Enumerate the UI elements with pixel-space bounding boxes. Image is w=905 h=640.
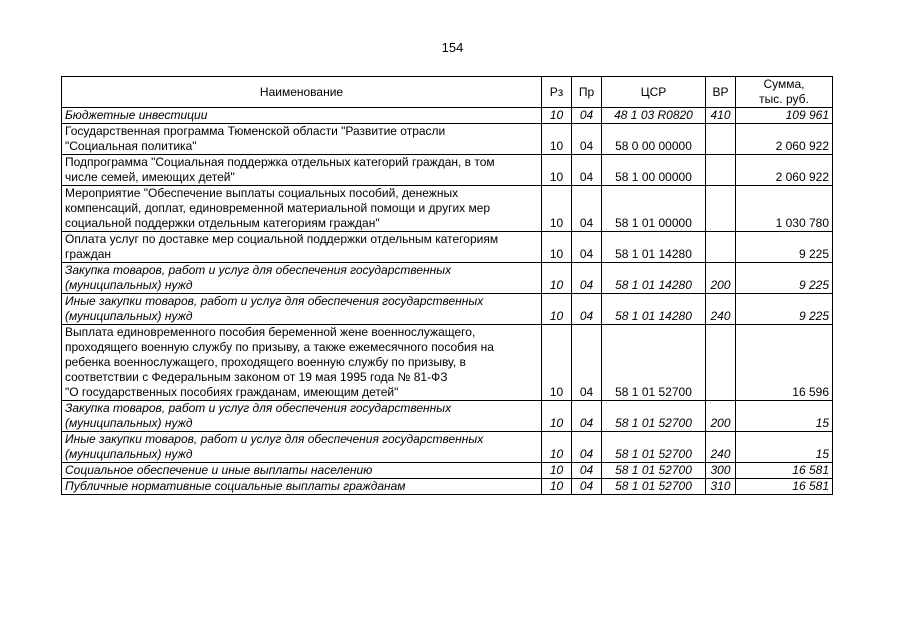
cell-name-line: Подпрограмма "Социальная поддержка отдельных категорий граждан, в том — [65, 155, 495, 169]
header-rz: Рз — [542, 77, 572, 108]
cell-name — [62, 401, 542, 432]
cell-pr: 04 — [572, 232, 602, 263]
table-body — [62, 108, 833, 495]
cell-name-line: (муниципальных) нужд — [65, 416, 193, 430]
cell-csr: 58 1 01 14280 — [602, 232, 706, 263]
cell-sum: 2 060 922 — [736, 124, 833, 155]
table-row — [62, 186, 833, 232]
cell-name — [62, 432, 542, 463]
cell-csr: 58 1 01 14280 — [602, 263, 706, 294]
cell-csr: 58 1 01 00000 — [602, 186, 706, 232]
cell-csr: 58 1 01 52700 — [602, 432, 706, 463]
cell-pr: 04 — [572, 294, 602, 325]
page-number: 154 — [441, 40, 464, 55]
cell-name-line: числе семей, имеющих детей" — [65, 170, 235, 184]
cell-rz: 10 — [542, 155, 572, 186]
cell-name — [62, 479, 542, 495]
cell-name-line: Социальное обеспечение и иные выплаты населению — [65, 463, 373, 477]
cell-sum: 9 225 — [736, 294, 833, 325]
cell-name-line: Оплата услуг по доставке мер социальной поддержки отдельным категориям — [65, 232, 499, 246]
cell-vr: 200 — [706, 263, 736, 294]
cell-rz: 10 — [542, 232, 572, 263]
cell-sum: 15 — [736, 401, 833, 432]
cell-vr — [706, 124, 736, 155]
cell-vr: 200 — [706, 401, 736, 432]
cell-vr: 300 — [706, 463, 736, 479]
cell-pr: 04 — [572, 432, 602, 463]
header-sum-line2: тыс. руб. — [759, 92, 809, 106]
cell-csr: 58 1 01 52700 — [602, 463, 706, 479]
cell-vr: 240 — [706, 432, 736, 463]
cell-pr: 04 — [572, 401, 602, 432]
header-sum — [736, 77, 833, 108]
table-row — [62, 432, 833, 463]
cell-rz: 10 — [542, 432, 572, 463]
cell-name — [62, 263, 542, 294]
cell-vr — [706, 232, 736, 263]
header-csr: ЦСР — [602, 77, 706, 108]
cell-vr: 410 — [706, 108, 736, 124]
cell-csr: 58 1 01 52700 — [602, 479, 706, 495]
table-row — [62, 463, 833, 479]
cell-name-line: Закупка товаров, работ и услуг для обеспечения государственных — [65, 263, 452, 277]
cell-name — [62, 232, 542, 263]
cell-csr: 58 1 01 14280 — [602, 294, 706, 325]
cell-rz: 10 — [542, 263, 572, 294]
cell-name-line: "О государственных пособиях гражданам, имеющим детей" — [65, 385, 399, 399]
cell-rz: 10 — [542, 325, 572, 401]
cell-name-line: Публичные нормативные социальные выплаты гражданам — [65, 479, 406, 493]
cell-pr: 04 — [572, 124, 602, 155]
budget-table — [61, 76, 833, 495]
cell-pr: 04 — [572, 479, 602, 495]
cell-csr: 48 1 03 R0820 — [602, 108, 706, 124]
cell-rz: 10 — [542, 401, 572, 432]
table-row — [62, 263, 833, 294]
cell-sum: 109 961 — [736, 108, 833, 124]
header-pr: Пр — [572, 77, 602, 108]
cell-name — [62, 294, 542, 325]
cell-sum: 15 — [736, 432, 833, 463]
cell-rz: 10 — [542, 186, 572, 232]
cell-name — [62, 108, 542, 124]
cell-name — [62, 124, 542, 155]
cell-name-line: "Социальная политика" — [65, 139, 197, 153]
table-header-row — [62, 77, 833, 108]
cell-sum: 9 225 — [736, 263, 833, 294]
cell-vr — [706, 186, 736, 232]
cell-name — [62, 155, 542, 186]
cell-rz: 10 — [542, 108, 572, 124]
cell-name-line: Бюджетные инвестиции — [65, 108, 208, 122]
cell-sum: 16 581 — [736, 479, 833, 495]
cell-name — [62, 186, 542, 232]
cell-pr: 04 — [572, 186, 602, 232]
cell-name-line: компенсаций, доплат, единовременной материальной помощи и других мер — [65, 201, 491, 215]
cell-name-line: соответствии с Федеральным законом от 19 мая 1995 года № 81-ФЗ — [65, 370, 448, 384]
cell-name-line: Мероприятие "Обеспечение выплаты социальных пособий, денежных — [65, 186, 459, 200]
cell-sum: 16 581 — [736, 463, 833, 479]
cell-pr: 04 — [572, 263, 602, 294]
table-row — [62, 401, 833, 432]
cell-vr — [706, 155, 736, 186]
cell-name-line: проходящего военную службу по призыву, а также ежемесячного пособия на — [65, 340, 494, 354]
cell-name-line: Иные закупки товаров, работ и услуг для обеспечения государственных — [65, 432, 484, 446]
header-name: Наименование — [62, 77, 542, 108]
cell-pr: 04 — [572, 108, 602, 124]
table-row — [62, 232, 833, 263]
cell-name-line: Закупка товаров, работ и услуг для обеспечения государственных — [65, 401, 452, 415]
header-vr: ВР — [706, 77, 736, 108]
cell-pr: 04 — [572, 155, 602, 186]
cell-name-line: (муниципальных) нужд — [65, 278, 193, 292]
cell-rz: 10 — [542, 479, 572, 495]
cell-csr: 58 1 01 52700 — [602, 401, 706, 432]
cell-name-line: ребенка военнослужащего, проходящего военную службу по призыву, в — [65, 355, 466, 369]
cell-rz: 10 — [542, 463, 572, 479]
cell-pr: 04 — [572, 325, 602, 401]
cell-name-line: социальной поддержки отдельным категориям граждан" — [65, 216, 380, 230]
table-row — [62, 124, 833, 155]
cell-name — [62, 463, 542, 479]
cell-sum: 9 225 — [736, 232, 833, 263]
table-row — [62, 294, 833, 325]
cell-name-line: Иные закупки товаров, работ и услуг для обеспечения государственных — [65, 294, 484, 308]
cell-csr: 58 0 00 00000 — [602, 124, 706, 155]
cell-vr: 310 — [706, 479, 736, 495]
cell-sum: 2 060 922 — [736, 155, 833, 186]
cell-name-line: граждан — [65, 247, 112, 261]
table-row — [62, 325, 833, 401]
cell-name-line: Выплата единовременного пособия беременной жене военнослужащего, — [65, 325, 476, 339]
cell-name — [62, 325, 542, 401]
cell-sum: 16 596 — [736, 325, 833, 401]
table-row — [62, 155, 833, 186]
cell-name-line: Государственная программа Тюменской области "Развитие отрасли — [65, 124, 446, 138]
cell-vr: 240 — [706, 294, 736, 325]
cell-csr: 58 1 00 00000 — [602, 155, 706, 186]
table-row — [62, 108, 833, 124]
cell-vr — [706, 325, 736, 401]
cell-name-line: (муниципальных) нужд — [65, 447, 193, 461]
cell-rz: 10 — [542, 294, 572, 325]
table-row — [62, 479, 833, 495]
cell-sum: 1 030 780 — [736, 186, 833, 232]
cell-rz: 10 — [542, 124, 572, 155]
cell-name-line: (муниципальных) нужд — [65, 309, 193, 323]
cell-csr: 58 1 01 52700 — [602, 325, 706, 401]
header-sum-line1: Сумма, — [763, 77, 805, 91]
cell-pr: 04 — [572, 463, 602, 479]
